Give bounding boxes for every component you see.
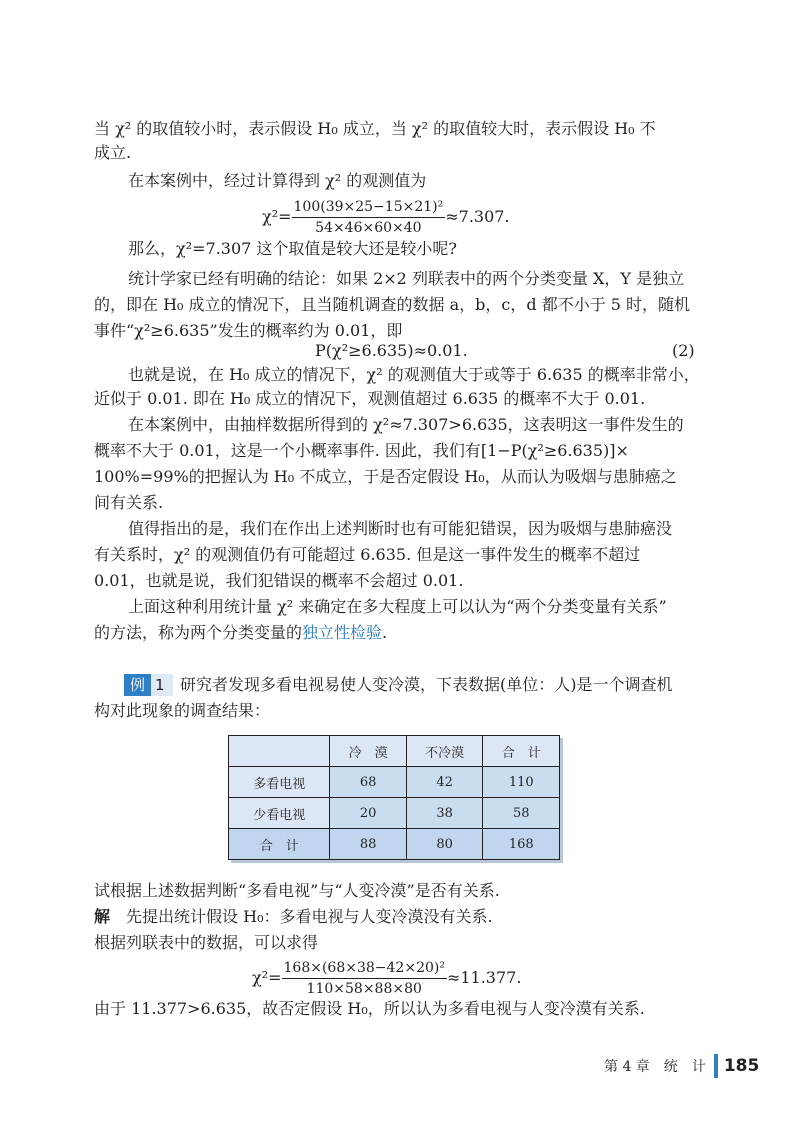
example-number: 1 (151, 674, 173, 696)
formula-fraction (282, 958, 447, 999)
table-row-label: 多看电视 (229, 767, 330, 798)
example-text-line-2: 构对此现象的调查结果： (94, 701, 271, 720)
solution-line-2: 根据列联表中的数据，可以求得 (94, 933, 319, 952)
paragraph-8-line-2 (94, 622, 387, 644)
probability-equation: P(χ²≥6.635)≈0.01. (315, 341, 468, 360)
table-cell: 168 (483, 829, 560, 860)
question-text: 试根据上述数据判断“多看电视”与“人变冷漠”是否有关系. (94, 881, 500, 900)
table-header-cell (229, 736, 330, 767)
solution-line-1 (94, 906, 493, 928)
table-cell: 80 (406, 829, 483, 860)
formula-lhs: χ²= (252, 968, 282, 987)
page-number: 185 (723, 1056, 760, 1076)
paragraph-5-line-1: 也就是说，在 H₀ 成立的情况下，χ² 的观测值大于或等于 6.635 的概率非常小， (128, 365, 700, 384)
table-cell: 68 (330, 767, 407, 798)
paragraph-8-text: 的方法，称为两个分类变量的 (94, 623, 303, 642)
contingency-table (228, 735, 560, 860)
formula-denominator: 110×58×88×80 (306, 981, 422, 997)
table-cell: 38 (406, 798, 483, 829)
keyword-independence-test: 独立性检验 (302, 623, 383, 642)
formula-denominator: 54×46×60×40 (315, 220, 422, 236)
table-row-label: 合 计 (229, 829, 330, 860)
table-total-row (229, 829, 560, 860)
table-row-label: 少看电视 (229, 798, 330, 829)
table-header-cell: 冷 漠 (330, 736, 407, 767)
table-cell: 110 (483, 767, 560, 798)
example-badge: 例 (124, 674, 151, 696)
chapter-label: 第 4 章 统 计 (604, 1059, 706, 1075)
formula-fraction (292, 197, 446, 238)
paragraph-1-line-1: 当 χ² 的取值较小时，表示假设 H₀ 成立，当 χ² 的取值较大时，表示假设 H₀ 不 (94, 119, 656, 138)
paragraph-6-line-4: 间有关系. (94, 493, 164, 512)
table-cell: 88 (330, 829, 407, 860)
paragraph-8-period: . (382, 623, 388, 642)
table-header-cell: 合 计 (483, 736, 560, 767)
paragraph-7-line-2: 有关系时，χ² 的观测值仍有可能超过 6.635. 但是这一事件发生的概率不超过 (94, 545, 641, 564)
page-footer (604, 1054, 759, 1078)
table-header-cell: 不冷漠 (406, 736, 483, 767)
paragraph-1-line-2: 成立. (94, 143, 132, 162)
paragraph-6-line-1: 在本案例中，由抽样数据所得到的 χ²≈7.307>6.635，这表明这一事件发生的 (128, 415, 684, 434)
paragraph-4-line-3: 事件“χ²≥6.635”发生的概率约为 0.01，即 (94, 321, 403, 340)
footer-divider (714, 1054, 718, 1078)
table-cell: 58 (483, 798, 560, 829)
formula-rhs: ≈7.307. (445, 207, 510, 226)
table-cell: 42 (406, 767, 483, 798)
table-row (229, 767, 560, 798)
example-label (124, 674, 173, 696)
solution-hypothesis: 先提出统计假设 H₀：多看电视与人变冷漠没有关系. (126, 907, 493, 926)
formula-rhs: ≈11.377. (446, 968, 522, 987)
paragraph-7-line-1: 值得指出的是，我们在作出上述判断时也有可能犯错误，因为吸烟与患肺癌没 (128, 519, 673, 538)
chi-square-formula-2 (252, 958, 521, 999)
paragraph-7-line-3: 0.01，也就是说，我们犯错误的概率不会超过 0.01. (94, 571, 464, 590)
paragraph-5-line-2: 近似于 0.01. 即在 H₀ 成立的情况下，观测值超过 6.635 的概率不大于 0.01. (94, 389, 646, 408)
paragraph-6-line-3: 100%=99%的把握认为 H₀ 不成立，于是否定假设 H₀，从而认为吸烟与患肺癌之 (94, 467, 677, 486)
chi-square-formula-1 (262, 197, 510, 238)
equation-number: (2) (672, 341, 695, 360)
formula-numerator: 168×(68×38−42×20)² (282, 958, 447, 979)
paragraph-2: 在本案例中，经过计算得到 χ² 的观测值为 (128, 171, 427, 190)
formula-lhs: χ²= (262, 207, 292, 226)
paragraph-3: 那么，χ²=7.307 这个取值是较大还是较小呢? (128, 239, 457, 258)
paragraph-8-line-1: 上面这种利用统计量 χ² 来确定在多大程度上可以认为“两个分类变量有关系” (128, 597, 667, 616)
formula-numerator: 100(39×25−15×21)² (292, 197, 446, 218)
example-text-line-1: 研究者发现多看电视易使人变冷漠，下表数据(单位：人)是一个调查机 (180, 675, 673, 694)
table-header-row (229, 736, 560, 767)
paragraph-4-line-2: 的，即在 H₀ 成立的情况下，且当随机调查的数据 a，b，c，d 都不小于 5 时，随机 (94, 295, 691, 314)
table-row (229, 798, 560, 829)
paragraph-6-line-2: 概率不大于 0.01，这是一个小概率事件. 因此，我们有[1−P(χ²≥6.635)]× (94, 441, 629, 460)
table-cell: 20 (330, 798, 407, 829)
solution-conclusion: 由于 11.377>6.635，故否定假设 H₀，所以认为多看电视与人变冷漠有关系. (94, 999, 645, 1018)
solution-label: 解 (94, 907, 111, 926)
paragraph-4-line-1: 统计学家已经有明确的结论：如果 2×2 列联表中的两个分类变量 X，Y 是独立 (128, 269, 685, 288)
